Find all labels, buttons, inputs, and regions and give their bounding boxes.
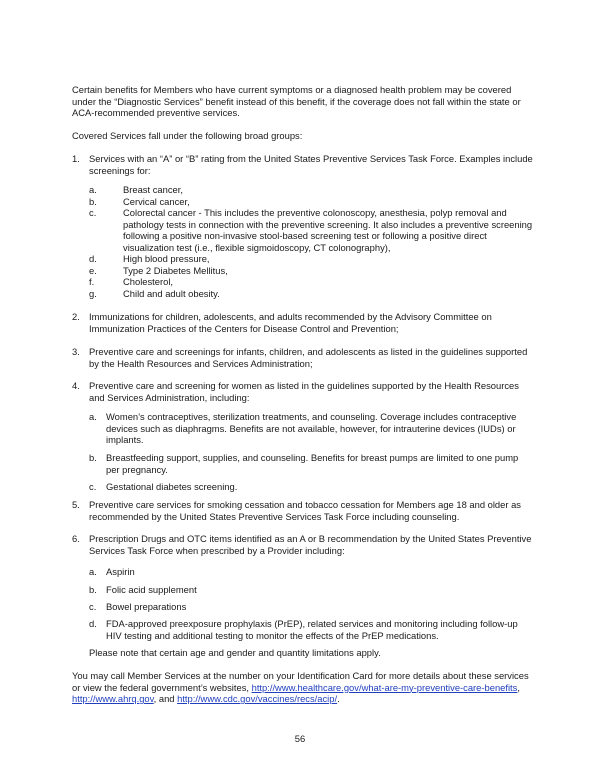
closing-paragraph	[72, 670, 534, 705]
sub-item-label: a.	[89, 184, 97, 195]
intro-paragraph: Certain benefits for Members who have current symptoms or a diagnosed health problem may be covered under the “Diagnostic Services” benefit instead of this benefit, if the coverage does not fall within the state or ACA-recommended preventive services.	[72, 84, 521, 119]
sub-item-text: Cholesterol,	[123, 276, 174, 287]
sub-item-label: c.	[89, 207, 97, 218]
sub-item-text: FDA-approved preexposure prophylaxis (PrEP), related services and monitoring including follow-up HIV testing and additional testing to monitor the effects of the PrEP medications.	[106, 618, 518, 641]
list-item-text: Preventive care and screening for women as listed in the guidelines supported by the Health Resources and Services Administration, including:	[89, 380, 519, 403]
sub-item-text: Type 2 Diabetes Mellitus,	[123, 265, 228, 276]
sub-item-text: Cervical cancer,	[123, 196, 190, 207]
sub-item-text: Women’s contraceptives, sterilization treatments, and counseling. Coverage includes contraceptive devices such as diaphragms. Benefits are not available, however, for intrauterine devices (IUDs) or implants.	[106, 411, 517, 446]
sub-item-label: d.	[89, 618, 97, 629]
sub-item-label: c.	[89, 481, 97, 492]
sub-item-text: Breast cancer,	[123, 184, 183, 195]
closing-text: You may call Member Services at the number on your Identification Card for more details about these services or view the federal government’s websites,	[72, 670, 529, 693]
cdc-gov-link[interactable]: http://www.cdc.gov/vaccines/recs/acip/	[177, 693, 338, 705]
sub-item-label: f.	[89, 276, 95, 287]
list-item-text: Preventive care services for smoking cessation and tobacco cessation for Members age 18 and older as recommended by the United States Preventive Services Task Force including counseling.	[89, 499, 521, 522]
ahrq-gov-link[interactable]: http://www.ahrq.gov	[72, 693, 154, 705]
sub-item-label: g.	[89, 288, 97, 299]
sub-item-label: c.	[89, 601, 97, 612]
closing-period: .	[337, 693, 340, 705]
list-item-number: 4.	[72, 380, 80, 391]
sub-item-label: b.	[89, 196, 97, 207]
sub-item-text: Breastfeeding support, supplies, and counseling. Benefits for breast pumps are limited to one pump per pregnancy.	[106, 452, 519, 475]
link-separator: , and	[153, 693, 178, 705]
sub-item-text: Aspirin	[106, 566, 135, 577]
list-item-number: 1.	[72, 153, 80, 164]
sub-item-text: Folic acid supplement	[106, 584, 197, 595]
sub-item-label: b.	[89, 452, 97, 463]
sub-item-label: e.	[89, 265, 97, 276]
sub-item-text: Child and adult obesity.	[123, 288, 220, 299]
sub-item-text: Gestational diabetes screening.	[106, 481, 238, 492]
sub-item-label: a.	[89, 411, 97, 422]
list-item-text: Immunizations for children, adolescents, and adults recommended by the Advisory Committee on Immunization Practices of the Centers for Disease Control and Prevention;	[89, 311, 492, 334]
healthcare-gov-link[interactable]: http://www.healthcare.gov/what-are-my-preventive-care-benefits	[251, 681, 518, 693]
sub-item-text: High blood pressure,	[123, 253, 210, 264]
list-item-text: Services with an “A” or “B” rating from the United States Preventive Services Task Force. Examples include screenings for:	[89, 153, 533, 176]
sub-item-label: d.	[89, 253, 97, 264]
sub-item-label: a.	[89, 566, 97, 577]
sub-item-text: Colorectal cancer - This includes the preventive colonoscopy, anesthesia, polyp removal and pathology tests in connection with the preventive screening. It also includes a preventive screening following a positive non-invasive stool-based screening test or following a positive direct visualization test (i.e., flexible sigmoidoscopy, CT colonography),	[123, 207, 533, 253]
list-item-number: 2.	[72, 311, 80, 322]
limitations-note: Please note that certain age and gender and quantity limitations apply.	[89, 647, 381, 658]
sub-item-label: b.	[89, 584, 97, 595]
link-separator: ,	[517, 681, 520, 693]
list-item-number: 5.	[72, 499, 80, 510]
groups-heading: Covered Services fall under the following broad groups:	[72, 130, 303, 141]
page-number: 56	[294, 733, 306, 744]
list-item-number: 3.	[72, 346, 80, 357]
sub-item-text: Bowel preparations	[106, 601, 187, 612]
list-item-text: Prescription Drugs and OTC items identified as an A or B recommendation by the United States Preventive Services Task Force when prescribed by a Provider including:	[89, 533, 532, 556]
list-item-text: Preventive care and screenings for infants, children, and adolescents as listed in the guidelines supported by the Health Resources and Services Administration;	[89, 346, 528, 369]
list-item-number: 6.	[72, 533, 80, 544]
